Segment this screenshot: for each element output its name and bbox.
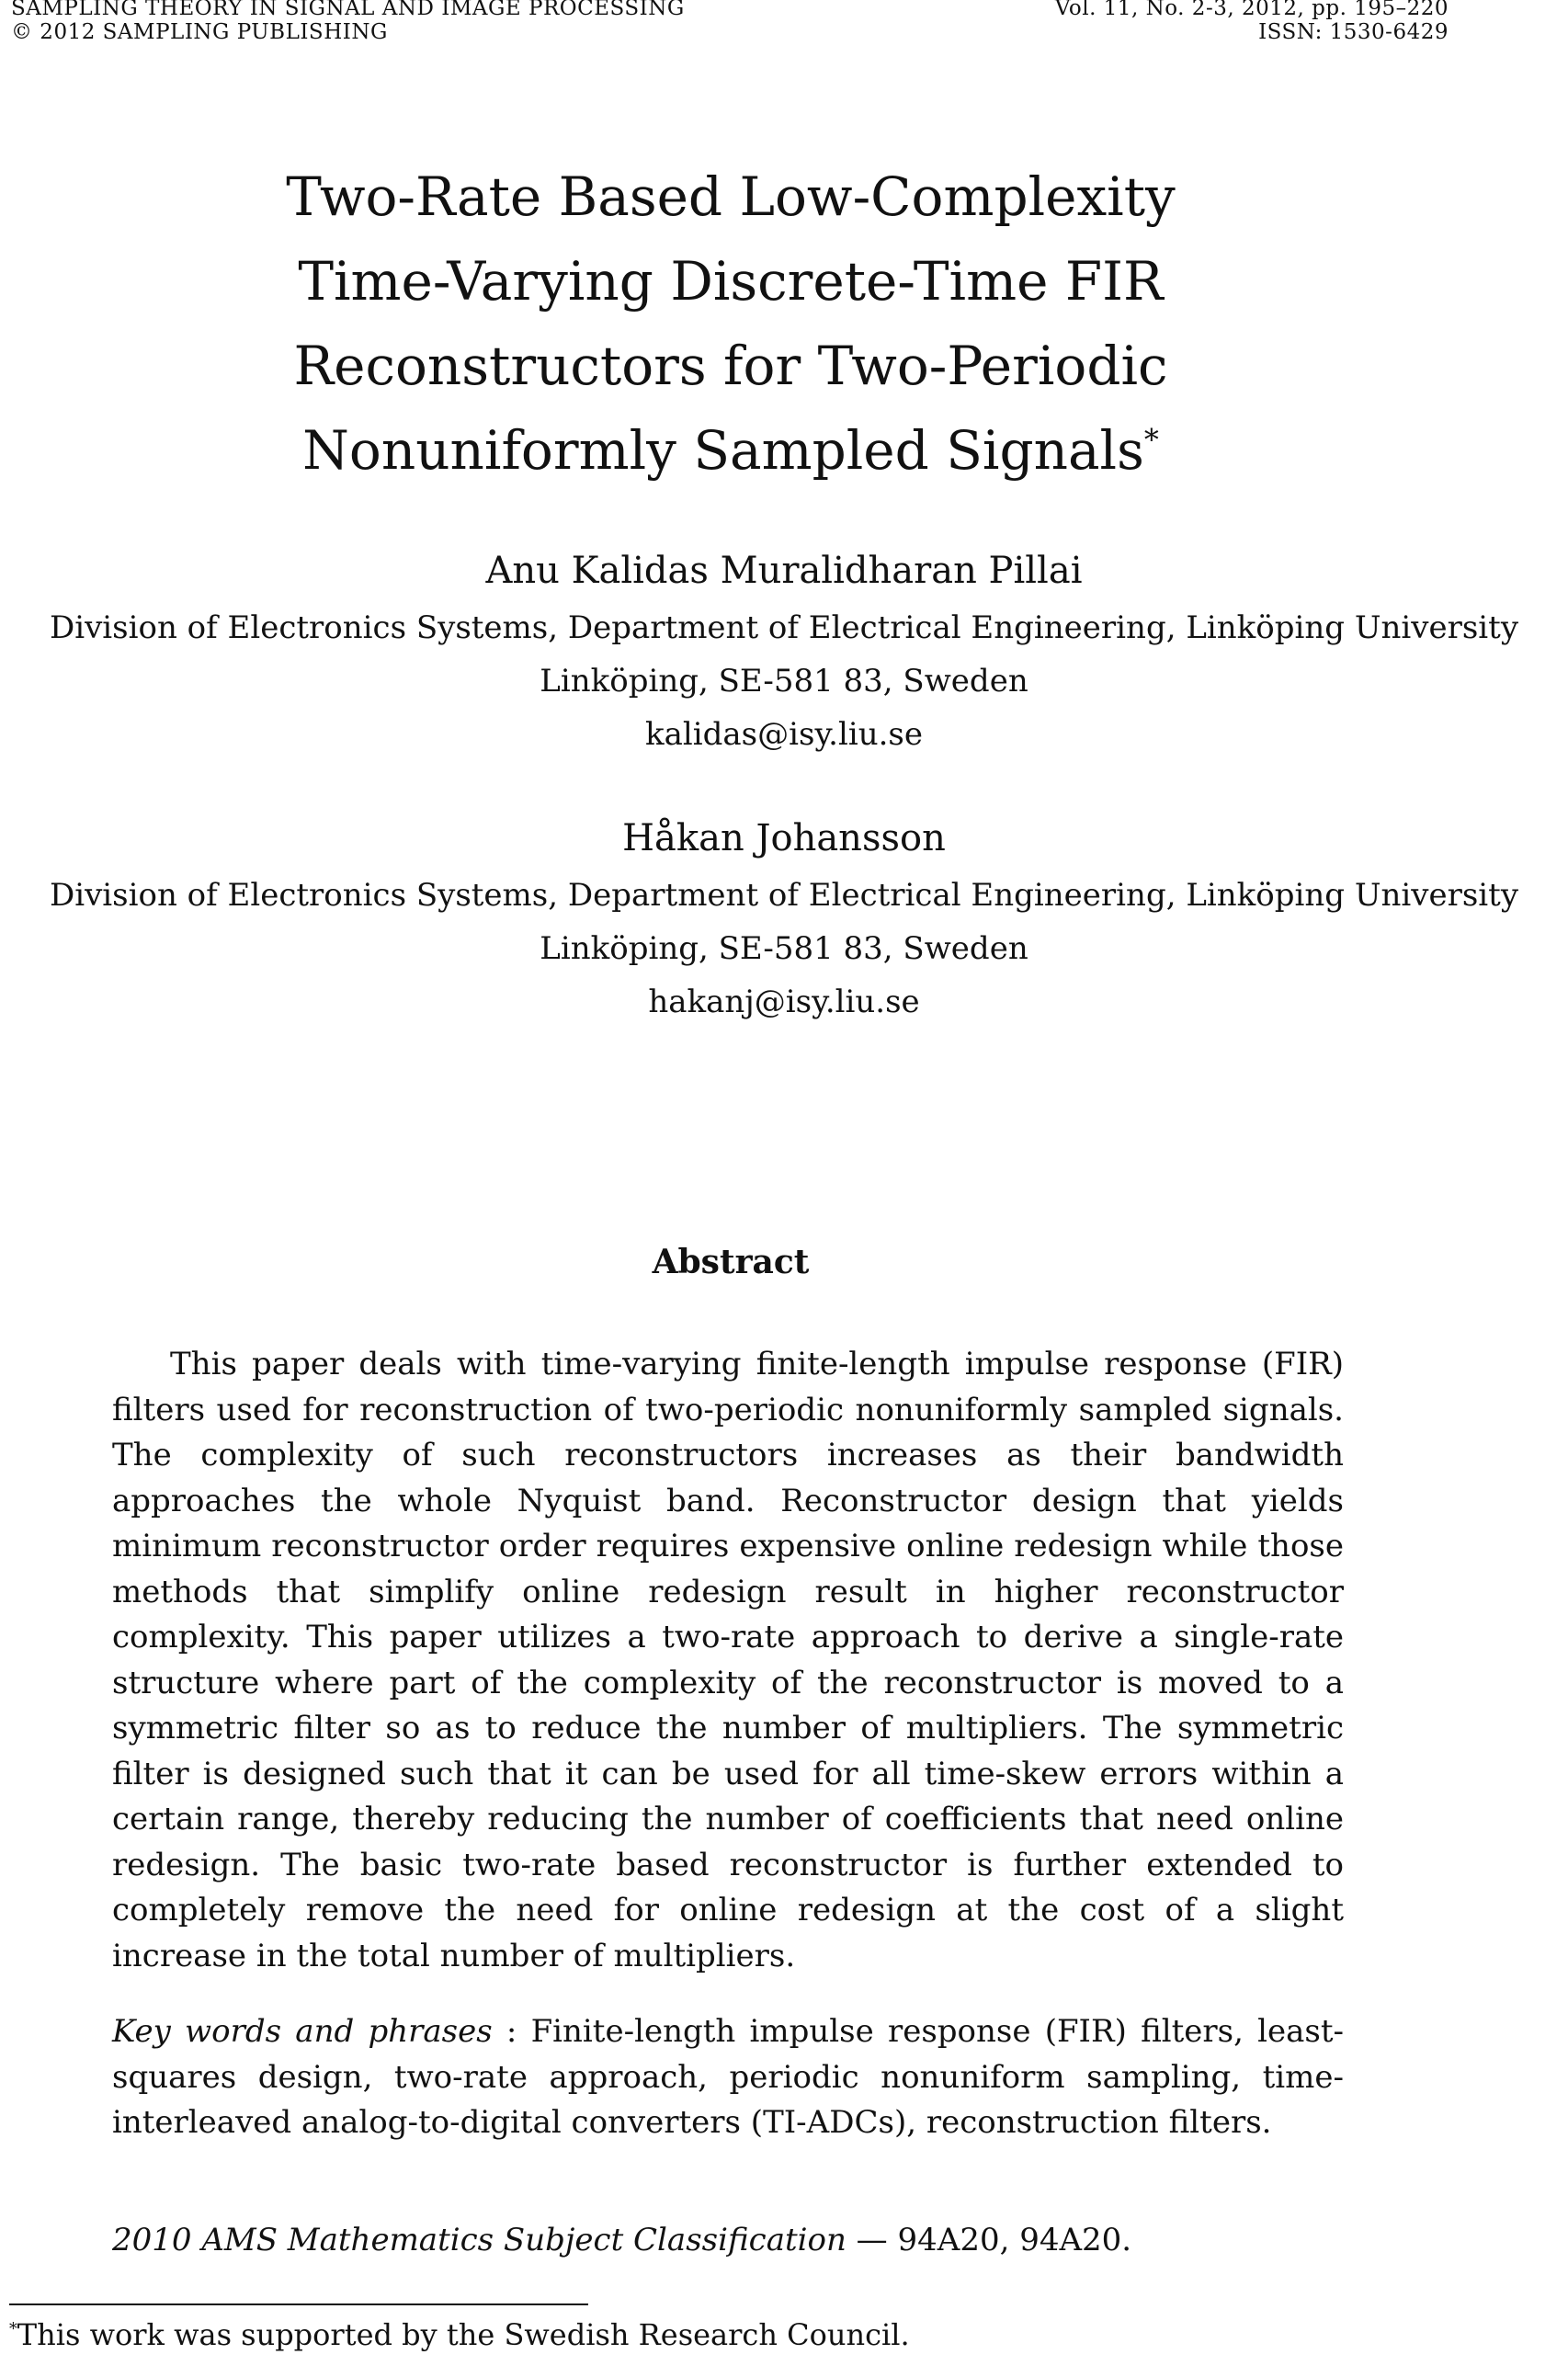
title-footnote-mark: * bbox=[1143, 422, 1159, 458]
title-line: Two-Rate Based Low-Complexity bbox=[286, 165, 1176, 228]
title-line-last bbox=[0, 408, 1461, 493]
footnote bbox=[9, 2315, 910, 2355]
keywords-separator: : bbox=[492, 2013, 531, 2050]
author-email[interactable]: hakanj@isy.liu.se bbox=[648, 984, 920, 1020]
journal-name: SAMPLING THEORY IN SIGNAL AND IMAGE PROCESSING bbox=[11, 0, 685, 20]
ams-separator: — bbox=[846, 2222, 898, 2258]
footnote-text: This work was supported by the Swedish Research Council. bbox=[17, 2317, 910, 2352]
author-name: Anu Kalidas Muralidharan Pillai bbox=[485, 550, 1083, 592]
keywords-label: Key words and phrases bbox=[112, 2013, 493, 2050]
abstract-body: This paper deals with time-varying finite-length impulse response (FIR) filters used for reconstruction of two-periodic nonuniformly sampled signals. The complexity of such reconstructors increases as their bandwidth approaches the whole Nyquist band. Reconstructor design that yields minimum reconstructor order requires expensive online redesign while those methods that simplify online redesign result in higher reconstructor complexity. This paper utilizes a two-rate approach to derive a single-rate structure where part of the complexity of the reconstructor is moved to a symmetric filter so as to reduce the number of multipliers. The symmetric filter is designed such that it can be used for all time-skew errors within a certain range, thereby reducing the number of coefficients that need online redesign. The basic two-rate based reconstructor is further extended to completely remove the need for online redesign at the cost of a slight increase in the total number of multipliers. bbox=[112, 1346, 1344, 1974]
keywords bbox=[112, 2009, 1344, 2146]
author-location: Linköping, SE-581 83, Sweden bbox=[540, 930, 1028, 967]
author-name: Håkan Johansson bbox=[622, 817, 946, 859]
issn: ISSN: 1530-6429 bbox=[1258, 20, 1449, 44]
author-affiliation: Division of Electronics Systems, Department of Electrical Engineering, Linköping University bbox=[49, 609, 1519, 646]
paper-title bbox=[0, 154, 1461, 493]
ams-codes: 94A20, 94A20. bbox=[897, 2222, 1132, 2258]
title-line: Reconstructors for Two-Periodic bbox=[293, 335, 1168, 397]
author-email[interactable]: kalidas@isy.liu.se bbox=[645, 716, 923, 753]
footnote-rule bbox=[9, 2303, 588, 2305]
author-affiliation: Division of Electronics Systems, Department of Electrical Engineering, Linköping University bbox=[49, 877, 1519, 914]
keywords-text: Finite-length impulse response (FIR) filters, least-squares design, two-rate approach, periodic nonuniform sampling, time-interleaved analog-to-digital converters (TI-ADCs), reconstruction filters. bbox=[112, 2013, 1344, 2141]
footnote-mark: * bbox=[9, 2320, 17, 2339]
ams-label: 2010 AMS Mathematics Subject Classification bbox=[112, 2222, 846, 2258]
abstract-heading: Abstract bbox=[652, 1243, 810, 1281]
copyright-line: © 2012 SAMPLING PUBLISHING bbox=[11, 20, 388, 44]
author-location: Linköping, SE-581 83, Sweden bbox=[540, 663, 1028, 700]
ams-classification bbox=[112, 2217, 1131, 2263]
volume-info: Vol. 11, No. 2-3, 2012, pp. 195–220 bbox=[1054, 0, 1449, 20]
title-line: Time-Varying Discrete-Time FIR bbox=[298, 250, 1164, 313]
title-line: Nonuniformly Sampled Signals bbox=[302, 419, 1144, 482]
